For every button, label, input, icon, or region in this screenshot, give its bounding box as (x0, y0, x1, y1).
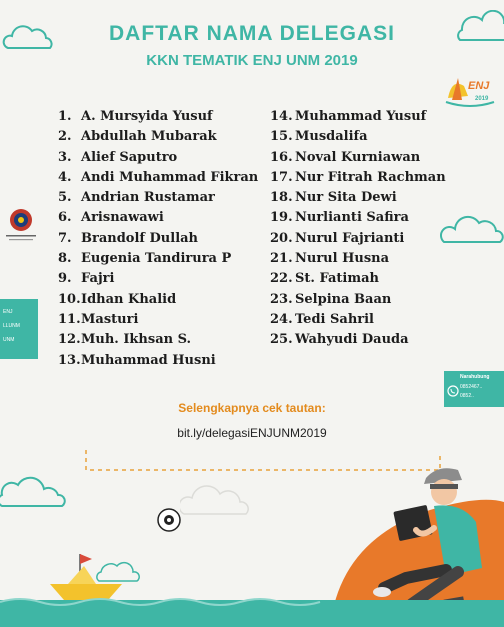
list-item: 25. Wahyudi Dauda (270, 332, 409, 348)
list-item: 21. Nurul Husna (270, 251, 390, 267)
list-item: 9. Fajri (58, 271, 115, 287)
delegate-name: Brandolf Dullah (81, 230, 199, 246)
list-item: 10.Idhan Khalid (58, 291, 177, 307)
list-item: 5. Andrian Rustamar (58, 190, 215, 206)
delegate-name: Muh. Ikhsan S. (81, 332, 192, 348)
contact-line: 0852467.. (460, 384, 483, 390)
delegate-name: Tedi Sahril (295, 311, 374, 327)
wave-decoration (0, 596, 330, 606)
delegate-name: Idhan Khalid (81, 291, 177, 307)
list-item: 24. Tedi Sahril (270, 311, 374, 327)
cloud-icon (440, 210, 504, 250)
panel-line: ENJ (3, 309, 13, 315)
link-prompt: Selengkapnya cek tautan: (178, 401, 326, 415)
list-item: 16. Noval Kurniawan (270, 149, 421, 165)
page-subtitle: KKN TEMATIK ENJ UNM 2019 (146, 52, 358, 69)
enj-logo (442, 72, 498, 112)
delegate-name: Andi Muhammad Fikran (81, 169, 259, 185)
list-item: 18. Nur Sita Dewi (270, 190, 397, 206)
delegate-name: Musdalifa (295, 129, 368, 145)
delegate-name: Masturi (81, 311, 139, 327)
list-item: 6. Arisnawawi (58, 210, 164, 226)
list-item: 1. A. Mursyida Yusuf (58, 109, 213, 124)
panel-line: UNM (3, 337, 15, 343)
list-item: 7. Brandolf Dullah (58, 230, 199, 246)
kemenko-logo (2, 206, 40, 244)
delegate-name: Nurul Fajrianti (295, 230, 405, 246)
enj-logo-icon (442, 72, 498, 112)
cloud-icon (0, 462, 68, 512)
list-item: 14. Muhammad Yusuf (270, 109, 427, 124)
list-item: 19. Nurlianti Safira (270, 210, 409, 226)
delegate-name: Arisnawawi (81, 210, 164, 226)
list-item: 4. Andi Muhammad Fikran (58, 169, 259, 185)
delegate-name: Abdullah Mubarak (81, 129, 217, 145)
list-item: 12.Muh. Ikhsan S. (58, 332, 192, 348)
contact-line: 0852.. (460, 393, 474, 399)
delegate-name: Andrian Rustamar (81, 190, 215, 206)
list-item: 13.Muhammad Husni (58, 352, 216, 368)
panel-line: LLUNM (3, 323, 20, 329)
unm-logo-icon (156, 507, 182, 533)
left-info-panel (0, 299, 38, 359)
kemenko-logo-icon (2, 206, 40, 244)
delegate-name: St. Fatimah (295, 271, 379, 287)
list-item: 22. St. Fatimah (270, 271, 379, 287)
page-title: DAFTAR NAMA DELEGASI (109, 22, 395, 45)
delegate-name: Wahyudi Dauda (295, 332, 409, 348)
delegate-name: Noval Kurniawan (295, 149, 421, 165)
whatsapp-icon (447, 385, 459, 397)
delegate-name: Alief Saputro (81, 149, 178, 165)
list-item: 20. Nurul Fajrianti (270, 230, 405, 246)
reading-student-icon (372, 458, 504, 618)
delegate-name: Nur Fitrah Rachman (295, 169, 446, 185)
delegate-name: A. Mursyida Yusuf (81, 109, 213, 124)
list-item: 15. Musdalifa (270, 129, 368, 145)
contact-title: Narahubung (460, 374, 490, 380)
delegate-name: Muhammad Husni (81, 352, 216, 368)
cloud-icon (180, 478, 250, 522)
delegate-list-left (58, 107, 258, 371)
list-item: 2. Abdullah Mubarak (58, 129, 217, 145)
link-url[interactable]: bit.ly/delegasiENJUNM2019 (177, 426, 327, 440)
list-item: 23. Selpina Baan (270, 291, 392, 307)
delegate-name: Muhammad Yusuf (295, 109, 427, 124)
list-item: 3. Alief Saputro (58, 149, 178, 165)
delegate-list-right (270, 107, 446, 351)
delegate-name: Nurlianti Safira (295, 210, 409, 226)
delegate-name: Eugenia Tandirura P (81, 251, 232, 267)
list-item: 11.Masturi (58, 311, 139, 327)
delegate-name: Selpina Baan (295, 291, 392, 307)
enj-logo-year: 2019 (475, 96, 489, 102)
delegate-name: Nurul Husna (295, 251, 390, 267)
enj-logo-text: ENJ (468, 80, 490, 92)
delegate-name: Nur Sita Dewi (295, 190, 397, 206)
delegate-name: Fajri (81, 271, 115, 287)
list-item: 17. Nur Fitrah Rachman (270, 169, 446, 185)
list-item: 8. Eugenia Tandirura P (58, 251, 232, 267)
